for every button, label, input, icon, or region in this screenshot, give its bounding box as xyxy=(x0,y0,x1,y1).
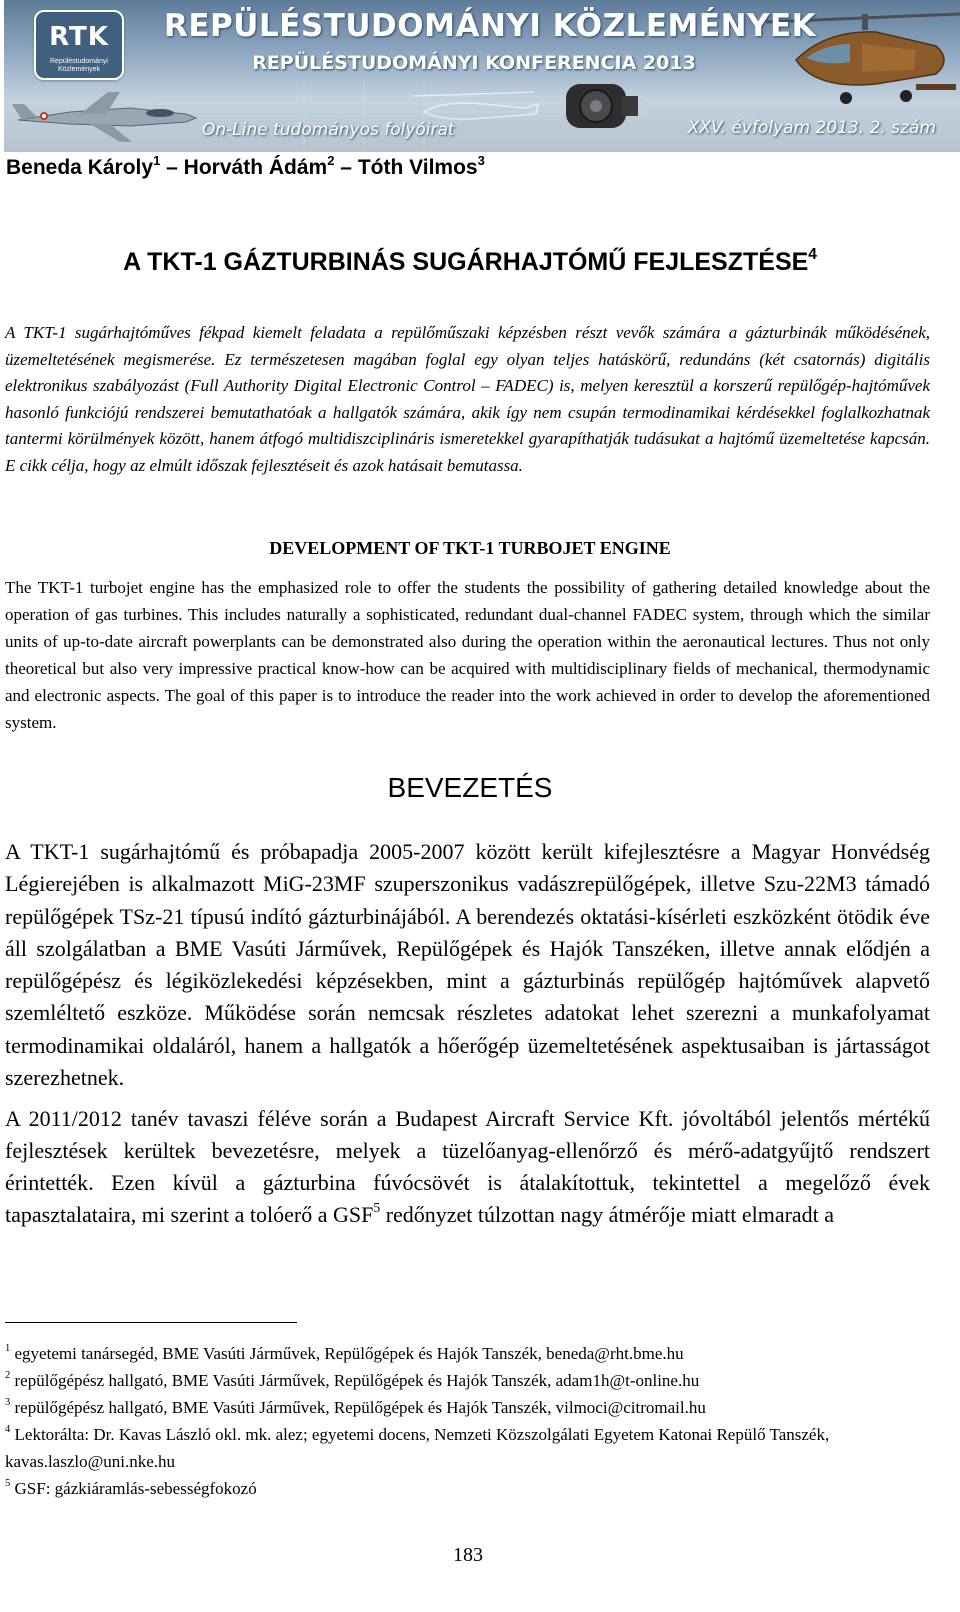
footnote-divider xyxy=(5,1322,297,1323)
author-name: Horváth Ádám xyxy=(183,156,328,179)
footnote-text: GSF: gázkiáramlás-sebességfokozó xyxy=(10,1479,257,1498)
page-number: 183 xyxy=(453,1544,483,1566)
footnote-text: egyetemi tanársegéd, BME Vasúti Járművek, Repülőgépek és Hajók Tanszék, beneda@rht.bme.hu xyxy=(10,1344,684,1363)
abstract-english: The TKT-1 turbojet engine has the emphasized role to offer the students the possibility of gathering detailed knowledge about the operation of gas turbines. This includes naturally a sophisticated, redundant dual-channel FADEC system, through which the similar units of up-to-date aircraft powerplants can be demonstrated also during the operation within the aeronautical lectures. Thus not only theoretical but also very impressive practical know-how can be acquired with multidisciplinary fields of mechanical, thermodynamic and electronic aspects. The goal of this paper is to introduce the reader into the work achieved in order to develop the aforementioned system. xyxy=(5,578,930,732)
section-heading: BEVEZETÉS xyxy=(387,772,553,803)
turbine-engine-illustration xyxy=(552,66,642,146)
journal-type-tag: On-Line tudományos folyóirat xyxy=(202,120,455,140)
footnote-mark: 1 xyxy=(5,1343,11,1355)
fighter-jet-illustration xyxy=(10,86,200,146)
logo-subtext: Repüléstudományi Közlemények xyxy=(50,58,108,73)
footnote xyxy=(5,1475,930,1502)
english-title: DEVELOPMENT OF TKT-1 TURBOJET ENGINE xyxy=(269,538,671,558)
journal-logo xyxy=(34,10,124,80)
logo-mark: RTK xyxy=(49,22,109,52)
volume-issue-tag: XXV. évfolyam 2013. 2. szám xyxy=(687,118,936,138)
footnote-mark: 4 xyxy=(808,246,817,264)
paragraph-text: redőnyzet túlzottan nagy átmérője miatt elmaradt a xyxy=(380,1202,835,1227)
footnote-text: repülőgépész hallgató, BME Vasúti Járművek, Repülőgépek és Hajók Tanszék, adam1h@t-online.hu xyxy=(10,1371,700,1390)
paragraph-text: A 2011/2012 tanév tavaszi féléve során a Budapest Aircraft Service Kft. jóvoltából jelentős mértékű fejlesztések kerültek bevezetésre, melyek a tüzelőanyag-ellenőrző és mérő-adatgyűjtő rendszert érintették. Ezen kívül a gázturbina fúvócsövét is átalakítottuk, tekintettel a megelőző évek tapasztalataira, mi szerint a tolóerő a GSF xyxy=(5,1106,930,1227)
footnote-mark: 2 xyxy=(5,1370,11,1382)
abstract-hungarian: A TKT-1 sugárhajtóműves fékpad kiemelt feladata a repülőműszaki képzésben részt vevők számára a gázturbinák működésének, üzemeltetésének megismerése. Ez természetesen magában foglal egy olyan teljes hatáskörű, redundáns (két csatornás) digitális elektronikus szabályozást (Full Authority Digital Electronic Control – FADEC) is, melyen keresztül a korszerű repülőgép-hajtóművek hasonló funkciójú rendszerei bemutathatóak a hallgatók számára, akik így nem csupán termodinamikai kérdésekkel foglalkozhatnak tantermi körülmények között, hanem átfogó multidiszciplináris ismeretekkel gyarapíthatják tudásukat a hajtómű üzemeltetése kapcsán. E cikk célja, hogy az elmúlt időszak fejlesztéseit és azok hatásait bemutassa. xyxy=(5,323,930,475)
article-title xyxy=(0,248,940,277)
author-name: Tóth Vilmos xyxy=(357,156,478,179)
article-title-text: A TKT-1 GÁZTURBINÁS SUGÁRHAJTÓMŰ FEJLESZTÉSE xyxy=(123,248,809,276)
body-paragraph xyxy=(5,1103,930,1231)
footnote-mark: 3 xyxy=(5,1397,11,1409)
footnote-mark: 4 xyxy=(5,1424,11,1436)
conference-title: REPÜLÉSTUDOMÁNYI KONFERENCIA 2013 xyxy=(252,52,696,74)
footnotes xyxy=(5,1340,930,1502)
footnote-mark: 1 xyxy=(153,152,161,168)
author-name: Beneda Károly xyxy=(6,156,154,179)
footnote xyxy=(5,1367,930,1394)
footnote-mark: 5 xyxy=(5,1478,11,1490)
footnote-text: Lektorálta: Dr. Kavas László okl. mk. alez; egyetemi docens, Nemzeti Közszolgálati Egyetem Katonai Repülő Tanszék, kavas.laszlo@uni.nke.hu xyxy=(5,1425,830,1471)
footnote-text: repülőgépész hallgató, BME Vasúti Járművek, Repülőgépek és Hajók Tanszék, vilmoci@citromail.hu xyxy=(10,1398,706,1417)
footnote xyxy=(5,1394,930,1421)
footnote xyxy=(5,1421,930,1475)
author-separator: – xyxy=(334,156,358,179)
journal-banner xyxy=(4,0,960,152)
footnote-mark: 5 xyxy=(373,1200,381,1216)
footnote xyxy=(5,1340,930,1367)
footnote-mark: 2 xyxy=(327,152,335,168)
author-line xyxy=(6,152,946,180)
author-separator: – xyxy=(160,156,184,179)
footnote-mark: 3 xyxy=(477,152,485,168)
body-paragraph: A TKT-1 sugárhajtómű és próbapadja 2005-2007 között került kifejlesztésre a Magyar Honvédség Légierejében is alkalmazott MiG-23MF szuperszonikus vadászrepülőgépek, illetve Szu-22M3 támadó repülőgépek TSz-21 típusú indító gázturbinájából. A berendezés oktatási-kísérleti eszközként ötödik éve áll szolgálatban a BME Vasúti Járművek, Repülőgépek és Hajók Tanszéken, illetve annak elődjén a repülőgépész és légiközlekedési képzésekben, mint a gázturbinás repülőgép hajtóművek alapvető szemléltető eszköze. Működése során nemcsak részletes adatokat lehet szerezni a munkafolyamat termodinamikai oldaláról, hanem a hallgatók a hőerőgép üzemeltetésének aspektusaiban is jártasságot szerezhetnek. xyxy=(5,839,930,1091)
journal-title: REPÜLÉSTUDOMÁNYI KÖZLEMÉNYEK xyxy=(164,8,817,44)
